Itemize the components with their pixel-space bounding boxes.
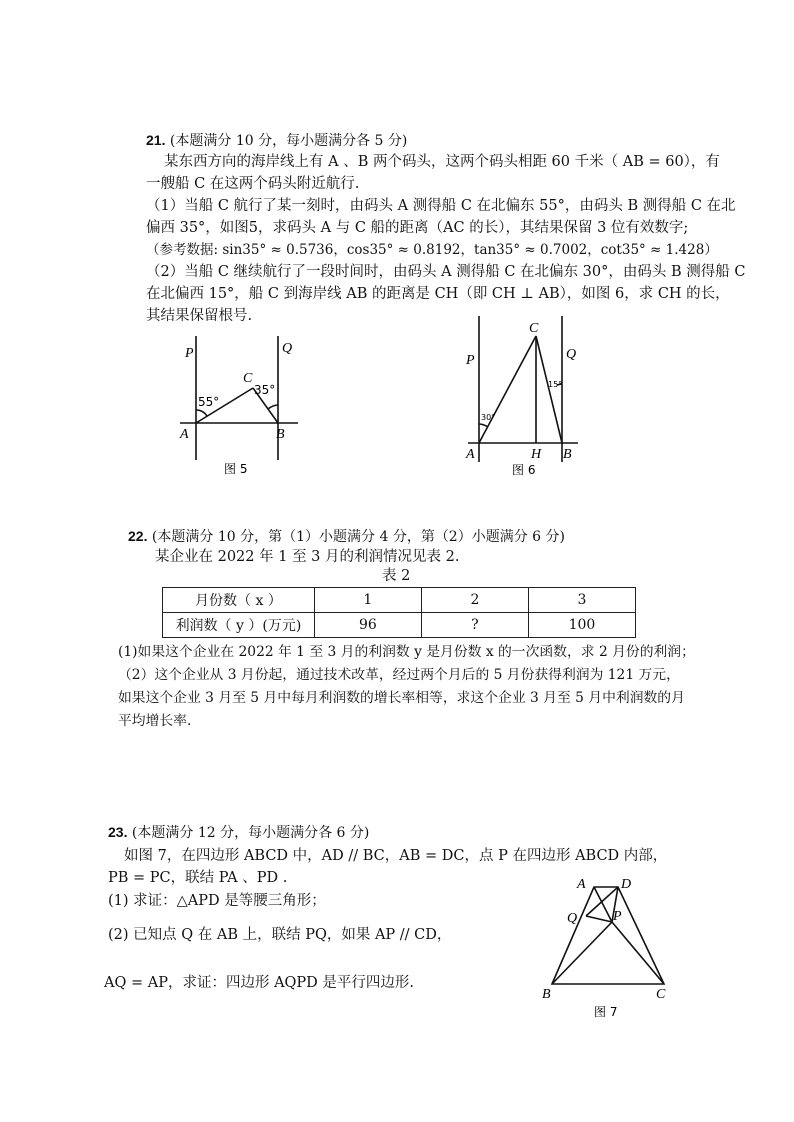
table-cell: 1	[314, 588, 421, 613]
q21-part1-reference: （参考数据: sin35° ≈ 0.5736，cos35° ≈ 0.8192，tan35° ≈ 0.7002，cot35° ≈ 1.428）	[146, 242, 718, 258]
fig6-segment-bc	[536, 336, 562, 443]
fig6-caption: 图 6	[512, 463, 536, 477]
q22-part2-line3: 平均增长率.	[118, 713, 192, 729]
q23-intro-line1: 如图 7，在四边形 ABCD 中，AD // BC，AB = DC，点 P 在四边形 ABCD 内部，	[124, 848, 668, 864]
profit-table	[162, 587, 636, 638]
q21-intro-line1: 某东西方向的海岸线上有 A 、B 两个码头，这两个码头相距 60 千米（ AB = 60），有	[164, 154, 720, 170]
q22-part2-line1: （2）这个企业从 3 月份起，通过技术改革，经过两个月后的 5 月份获得利润为 121 万元，	[118, 667, 680, 683]
table-row	[163, 588, 636, 613]
fig7-segment-pc	[612, 922, 664, 984]
q21-part2-line2: 在北偏西 15°，船 C 到海岸线 AB 的距离是 CH（即 CH ⊥ AB），如图 6，求 CH 的长，	[146, 286, 730, 302]
q21-part1-line2: 偏西 35°，如图5，求码头 A 与 C 船的距离（AC 的长），其结果保留 3 位有效数字;	[146, 220, 689, 236]
table-cell: 96	[314, 613, 421, 638]
q21-intro-line2: 一艘船 C 在这两个码头附近航行.	[146, 176, 360, 192]
table-row	[163, 613, 636, 638]
figure-7	[538, 872, 678, 1022]
q23-header	[108, 822, 369, 843]
fig6-label-p: P	[466, 353, 475, 368]
table-cell: 100	[528, 613, 635, 638]
q23-part2-line1: (2) 已知点 Q 在 AB 上，联结 PQ，如果 AP // CD，	[108, 927, 452, 943]
fig5-angle-55: 55°	[198, 395, 220, 409]
table-cell: ?	[421, 613, 528, 638]
q22-part2-line2: 如果这个企业 3 月至 5 月中每月利润数的增长率相等，求这个企业 3 月至 5 月中利润数的月	[118, 690, 685, 706]
fig5-angle-arc-b	[268, 405, 278, 409]
figure-5	[170, 330, 320, 480]
fig5-label-p: P	[185, 346, 194, 361]
fig6-label-q: Q	[566, 347, 577, 362]
fig6-angle-30: 30°	[481, 413, 496, 422]
fig5-label-c: C	[243, 371, 253, 386]
figure-6	[460, 312, 590, 482]
q22-heading: (本题满分 10 分，第（1）小题满分 4 分，第（2）小题满分 6 分)	[151, 529, 565, 545]
fig7-label-b: B	[542, 987, 551, 1002]
fig7-caption: 图 7	[594, 1005, 618, 1019]
q22-part1: (1)如果这个企业在 2022 年 1 至 3 月的利润数 y 是月份数 x 的一次函数，求 2 月份的利润；	[118, 644, 695, 660]
q22-table-title: 表 2	[382, 568, 411, 584]
fig7-label-q: Q	[567, 911, 578, 926]
fig6-label-c: C	[529, 321, 539, 336]
fig5-label-b: B	[276, 427, 285, 442]
fig7-segment-pa	[594, 887, 612, 922]
fig7-label-d: D	[621, 877, 632, 892]
fig7-label-c: C	[656, 987, 666, 1002]
fig6-label-a: A	[466, 447, 475, 462]
fig6-label-h: H	[531, 447, 542, 462]
fig7-segment-pq	[586, 916, 612, 922]
q23-heading: (本题满分 12 分，每小题满分各 6 分)	[131, 825, 370, 841]
fig7-quadrilateral-abcd	[552, 887, 664, 984]
q21-heading: (本题满分 10 分，每小题满分各 5 分)	[169, 133, 408, 149]
fig5-angle-35: 35°	[254, 383, 276, 397]
q23-intro-line2: PB = PC，联结 PA 、PD .	[108, 870, 288, 886]
table-cell: 2	[421, 588, 528, 613]
q22-intro: 某企业在 2022 年 1 至 3 月的利润情况见表 2.	[155, 549, 460, 565]
q21-part1-line1: （1）当船 C 航行了某一刻时，由码头 A 测得船 C 在北偏东 55°，由码头 B 测得船 C 在北	[146, 198, 736, 214]
q22-header	[128, 526, 565, 547]
fig5-angle-arc-a	[196, 410, 207, 416]
fig7-label-a: A	[577, 877, 586, 892]
fig5-caption: 图 5	[224, 462, 248, 476]
q21-number: 21.	[146, 132, 166, 148]
fig6-angle-arc-a	[479, 424, 488, 427]
q21-part2-line3: 其结果保留根号.	[146, 308, 253, 324]
q23-part2-line2: AQ = AP，求证：四边形 AQPD 是平行四边形.	[104, 975, 415, 991]
q22-number: 22.	[128, 528, 148, 544]
q21-header	[146, 130, 407, 151]
q23-number: 23.	[108, 824, 128, 840]
fig5-label-a: A	[180, 427, 189, 442]
fig7-segment-pb	[552, 922, 612, 984]
table-cell-header: 月份数（ x ）	[163, 588, 315, 613]
table-cell-header: 利润数（ y ）(万元)	[163, 613, 315, 638]
fig6-label-b: B	[563, 447, 572, 462]
q21-part2-line1: （2）当船 C 继续航行了一段时间时，由码头 A 测得船 C 在北偏东 30°，由码头 B 测得船 C	[146, 264, 746, 280]
fig6-angle-15: 15°	[548, 380, 563, 389]
fig7-label-p: P	[613, 909, 622, 924]
table-cell: 3	[528, 588, 635, 613]
fig5-label-q: Q	[282, 341, 293, 356]
q23-part1: (1) 求证：△APD 是等腰三角形；	[108, 893, 326, 909]
